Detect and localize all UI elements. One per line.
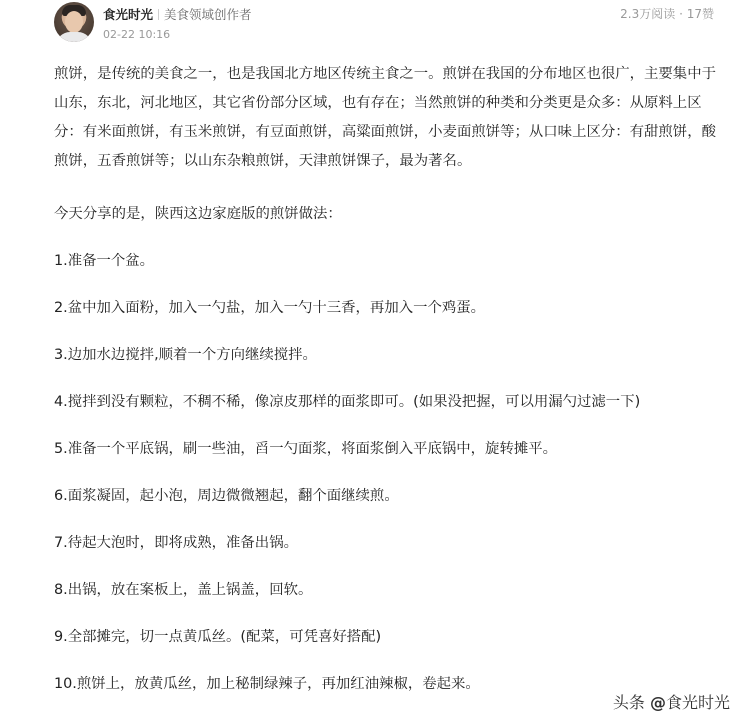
- like-count: 17赞: [686, 7, 714, 21]
- watermark-at: @: [649, 693, 666, 712]
- author-avatar[interactable]: [54, 2, 94, 42]
- article-stats: [620, 6, 714, 22]
- read-count: 2.3万阅读: [620, 7, 676, 21]
- watermark-brand: 头条: [612, 693, 645, 712]
- article-intro: 煎饼，是传统的美食之一，也是我国北方地区传统主食之一。煎饼在我国的分布地区也很广，主要集中于山东，东北，河北地区，其它省份部分区域，也有存在；当然煎饼的种类和分类更是众多：从原料上区分：有米面煎饼，有玉米煎饼，有豆面煎饼，高粱面煎饼，小麦面煎饼等；从口味上区分：有甜煎饼，酸煎饼，五香煎饼等；以山东杂粮煎饼，天津煎饼馃子，最为著名。: [54, 66, 716, 169]
- watermark-account: 食光时光: [665, 693, 730, 712]
- author-title: 美食领域创作者: [164, 7, 252, 22]
- recipe-step-10: 10.煎饼上，放黄瓜丝，加上秘制绿辣子，再加红油辣椒，卷起来。: [54, 676, 480, 692]
- recipe-step-8: 8.出锅，放在案板上，盖上锅盖，回软。: [54, 582, 313, 598]
- avatar-face: [65, 11, 83, 33]
- recipe-step-5: 5.准备一个平底锅，刷一些油，舀一勺面浆，将面浆倒入平底锅中，旋转摊平。: [54, 441, 558, 457]
- author-divider: [158, 9, 159, 20]
- article-lead: 今天分享的是，陕西这边家庭版的煎饼做法：: [54, 206, 342, 222]
- recipe-step-6: 6.面浆凝固，起小泡，周边微微翘起，翻个面继续煎。: [54, 488, 399, 504]
- post-date: 02-22 10:16: [103, 28, 171, 41]
- recipe-step-2: 2.盆中加入面粉，加入一勺盐，加入一勺十三香，再加入一个鸡蛋。: [54, 300, 486, 316]
- recipe-step-4: 4.搅拌到没有颗粒，不稠不稀，像凉皮那样的面浆即可。(如果没把握，可以用漏勺过滤一下): [54, 394, 641, 410]
- recipe-step-9: 9.全部摊完，切一点黄瓜丝。(配菜，可凭喜好搭配): [54, 629, 382, 645]
- article-header: [0, 0, 745, 48]
- article-body: [54, 60, 722, 717]
- author-name[interactable]: 食光时光: [103, 7, 154, 22]
- stats-separator: ·: [679, 7, 683, 21]
- recipe-step-7: 7.待起大泡时，即将成熟，准备出锅。: [54, 535, 298, 551]
- avatar-shirt: [56, 32, 92, 42]
- author-info: [103, 7, 252, 23]
- toutiao-watermark: [613, 693, 730, 713]
- recipe-step-3: 3.边加水边搅拌,顺着一个方向继续搅拌。: [54, 347, 317, 363]
- recipe-step-1: 1.准备一个盆。: [54, 253, 155, 269]
